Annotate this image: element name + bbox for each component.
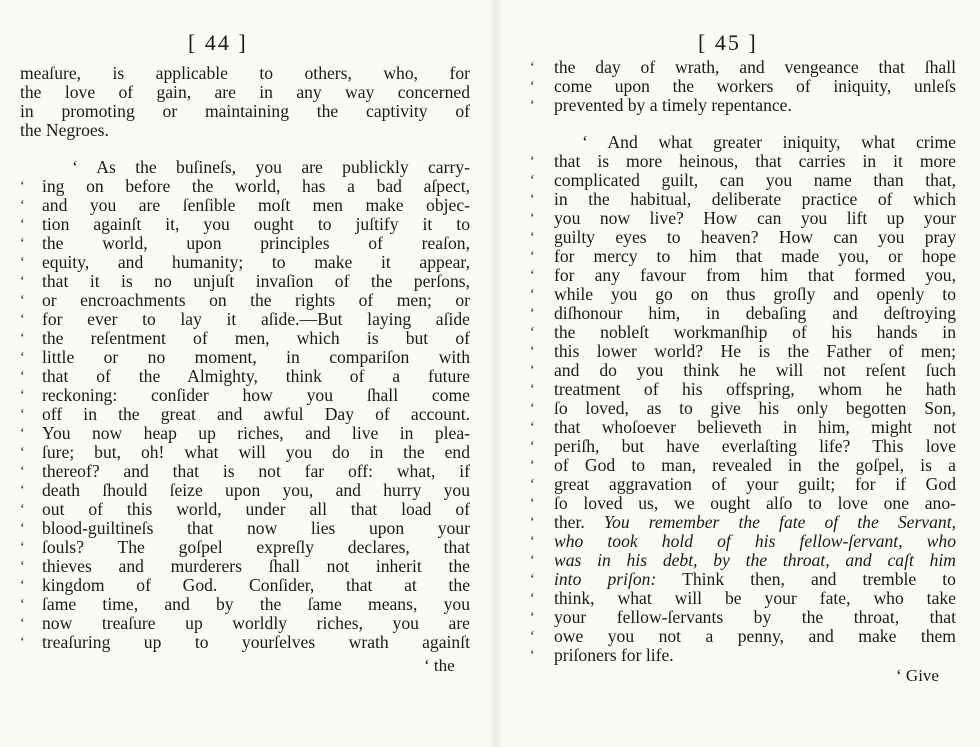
line-text bbox=[530, 361, 956, 380]
quotation-mark: ‘ bbox=[530, 439, 535, 454]
line-text bbox=[530, 342, 956, 361]
roman-text: death ſhould ſeize upon you, and hurry you bbox=[42, 480, 470, 500]
line-text bbox=[530, 323, 956, 342]
roman-text: the day of wrath, and vengeance that ſhall bbox=[554, 57, 956, 77]
text-line bbox=[530, 475, 956, 494]
text-line bbox=[20, 519, 470, 538]
line-text bbox=[530, 475, 956, 494]
book-gutter bbox=[488, 0, 502, 747]
quotation-mark: ‘ bbox=[20, 540, 25, 555]
text-line bbox=[20, 367, 470, 386]
roman-text: the Negroes. bbox=[20, 120, 109, 140]
text-line bbox=[530, 551, 956, 570]
roman-text: the nobleſt workmanſhip of his hands in bbox=[554, 322, 956, 342]
text-line bbox=[20, 64, 470, 83]
roman-text: thieves and murderers ſhall not inherit the bbox=[42, 556, 470, 576]
line-text bbox=[20, 519, 470, 538]
page-number: [ 44 ] bbox=[188, 30, 248, 55]
text-line bbox=[20, 405, 470, 424]
roman-text: that whoſoever believeth in him, might not bbox=[554, 417, 956, 437]
roman-text: ‘ And what greater iniquity, what crime bbox=[582, 132, 956, 152]
line-text bbox=[20, 272, 470, 291]
text-line bbox=[530, 494, 956, 513]
roman-text: the reſentment of men, which is but of bbox=[42, 328, 470, 348]
line-text bbox=[530, 608, 956, 627]
line-text bbox=[530, 209, 956, 228]
roman-text: prevented by a timely repentance. bbox=[554, 95, 792, 115]
line-text bbox=[530, 190, 956, 209]
line-text bbox=[20, 405, 470, 424]
line-text bbox=[530, 304, 956, 323]
text-line bbox=[530, 380, 956, 399]
roman-text: ſouls? The goſpel expreſly declares, that bbox=[42, 537, 470, 557]
text-line bbox=[20, 310, 470, 329]
roman-text: priſoners for life. bbox=[554, 645, 674, 665]
text-line bbox=[530, 361, 956, 380]
quotation-mark: ‘ bbox=[530, 477, 535, 492]
quotation-mark: ‘ bbox=[20, 426, 25, 441]
text-line bbox=[530, 152, 956, 171]
line-text bbox=[20, 538, 470, 557]
text-line bbox=[530, 304, 956, 323]
roman-text: Think then, and tremble to bbox=[682, 569, 956, 589]
line-text bbox=[20, 443, 470, 462]
catchword: ‘ the bbox=[424, 656, 455, 675]
quotation-mark: ‘ bbox=[530, 325, 535, 340]
text-line bbox=[20, 386, 470, 405]
text-line bbox=[530, 608, 956, 627]
quotation-mark: ‘ bbox=[20, 312, 25, 327]
text-line bbox=[530, 58, 956, 77]
line-text bbox=[530, 133, 956, 152]
roman-text: ſame time, and by the ſame means, you bbox=[42, 594, 470, 614]
quotation-mark: ‘ bbox=[20, 274, 25, 289]
quotation-mark: ‘ bbox=[20, 293, 25, 308]
roman-text: reckoning: conſider how you ſhall come bbox=[42, 385, 470, 405]
line-text bbox=[530, 77, 956, 96]
text-block bbox=[20, 64, 470, 652]
text-line bbox=[530, 266, 956, 285]
quotation-mark: ‘ bbox=[20, 464, 25, 479]
catchword: ‘ Give bbox=[896, 666, 939, 685]
line-text bbox=[530, 152, 956, 171]
quotation-mark: ‘ bbox=[530, 648, 535, 663]
roman-text: of God to man, revealed in the goſpel, is a bbox=[554, 455, 956, 475]
quotation-mark: ‘ bbox=[530, 610, 535, 625]
quotation-mark: ‘ bbox=[530, 344, 535, 359]
quotation-mark: ‘ bbox=[530, 496, 535, 511]
text-line bbox=[20, 633, 470, 652]
quotation-mark: ‘ bbox=[20, 597, 25, 612]
quotation-mark: ‘ bbox=[530, 458, 535, 473]
quotation-mark: ‘ bbox=[20, 559, 25, 574]
roman-text: guilty eyes to heaven? How can you pray bbox=[554, 227, 956, 247]
roman-text: for any favour from him that formed you, bbox=[554, 265, 956, 285]
line-text bbox=[20, 633, 470, 652]
quotation-mark: ‘ bbox=[20, 635, 25, 650]
quotation-mark: ‘ bbox=[20, 483, 25, 498]
line-text bbox=[20, 500, 470, 519]
italic-text: who took hold of his fellow-ſervant, who bbox=[554, 531, 956, 551]
line-text bbox=[20, 196, 470, 215]
paragraph-gap bbox=[20, 140, 470, 158]
roman-text: periſh, but have everlaſting life? This love bbox=[554, 436, 956, 456]
text-line bbox=[20, 215, 470, 234]
text-line bbox=[20, 443, 470, 462]
line-text bbox=[20, 310, 470, 329]
roman-text: your fellow-ſervants by the throat, that bbox=[554, 607, 956, 627]
line-text bbox=[20, 348, 470, 367]
line-text bbox=[20, 576, 470, 595]
line-text bbox=[20, 215, 470, 234]
roman-text: ‘ As the buſineſs, you are publickly carry- bbox=[72, 157, 470, 177]
text-line bbox=[530, 570, 956, 589]
roman-text: treatment of his offspring, whom he hath bbox=[554, 379, 956, 399]
line-text bbox=[20, 481, 470, 500]
line-text bbox=[530, 171, 956, 190]
text-line bbox=[20, 424, 470, 443]
text-line bbox=[530, 437, 956, 456]
quotation-mark: ‘ bbox=[20, 217, 25, 232]
text-line bbox=[530, 589, 956, 608]
text-line bbox=[530, 646, 956, 665]
right-page bbox=[530, 0, 956, 747]
quotation-mark: ‘ bbox=[530, 211, 535, 226]
quotation-mark: ‘ bbox=[530, 534, 535, 549]
text-line bbox=[20, 576, 470, 595]
quotation-mark: ‘ bbox=[530, 98, 535, 113]
quotation-mark: ‘ bbox=[530, 629, 535, 644]
roman-text: while you go on thus groſly and openly to bbox=[554, 284, 956, 304]
roman-text: that it is no unjuſt invaſion of the perſons, bbox=[42, 271, 470, 291]
text-line bbox=[530, 456, 956, 475]
roman-text: out of this world, under all that load of bbox=[42, 499, 470, 519]
line-text bbox=[20, 177, 470, 196]
text-line bbox=[20, 158, 470, 177]
text-line bbox=[530, 532, 956, 551]
quotation-mark: ‘ bbox=[530, 287, 535, 302]
quotation-mark: ‘ bbox=[20, 578, 25, 593]
quotation-mark: ‘ bbox=[20, 445, 25, 460]
text-line bbox=[530, 342, 956, 361]
text-line bbox=[20, 557, 470, 576]
line-text bbox=[20, 158, 470, 177]
roman-text: in promoting or maintaining the captivity of bbox=[20, 101, 470, 121]
line-text bbox=[20, 614, 470, 633]
roman-text: the world, upon principles of reaſon, bbox=[42, 233, 470, 253]
line-text bbox=[530, 646, 956, 665]
line-text bbox=[20, 121, 470, 140]
roman-text: owe you not a penny, and make them bbox=[554, 626, 956, 646]
quotation-mark: ‘ bbox=[530, 192, 535, 207]
roman-text: great aggravation of your guilt; for if God bbox=[554, 474, 956, 494]
line-text bbox=[530, 437, 956, 456]
line-text bbox=[20, 64, 470, 83]
line-text bbox=[530, 266, 956, 285]
roman-text: now treaſure up worldly riches, you are bbox=[42, 613, 470, 633]
quotation-mark: ‘ bbox=[20, 502, 25, 517]
roman-text: you now live? How can you lift up your bbox=[554, 208, 956, 228]
quotation-mark: ‘ bbox=[530, 382, 535, 397]
text-line bbox=[20, 253, 470, 272]
text-line bbox=[20, 329, 470, 348]
roman-text: little or no moment, in compariſon with bbox=[42, 347, 470, 367]
text-line bbox=[20, 538, 470, 557]
quotation-mark: ‘ bbox=[20, 407, 25, 422]
line-text bbox=[20, 424, 470, 443]
line-text bbox=[530, 228, 956, 247]
quotation-mark: ‘ bbox=[20, 388, 25, 403]
roman-text: come upon the workers of iniquity, unleſs bbox=[554, 76, 956, 96]
roman-text: for mercy to him that made you, or hope bbox=[554, 246, 956, 266]
line-text bbox=[530, 513, 956, 532]
roman-text: meaſure, is applicable to others, who, for bbox=[20, 63, 470, 83]
text-line bbox=[20, 595, 470, 614]
quotation-mark: ‘ bbox=[530, 249, 535, 264]
text-line bbox=[20, 177, 470, 196]
quotation-mark: ‘ bbox=[530, 401, 535, 416]
roman-text: or encroachments on the rights of men; or bbox=[42, 290, 470, 310]
quotation-mark: ‘ bbox=[20, 236, 25, 251]
text-line bbox=[20, 291, 470, 310]
roman-text: thereof? and that is not far off: what, if bbox=[42, 461, 470, 481]
text-line bbox=[530, 627, 956, 646]
line-text bbox=[530, 418, 956, 437]
line-text bbox=[530, 570, 956, 589]
quotation-mark: ‘ bbox=[20, 179, 25, 194]
italic-text: was in his debt, by the throat, and caſt him bbox=[554, 550, 956, 570]
line-text bbox=[20, 291, 470, 310]
quotation-mark: ‘ bbox=[20, 350, 25, 365]
line-text bbox=[20, 462, 470, 481]
line-text bbox=[530, 589, 956, 608]
roman-text: treaſuring up to yourſelves wrath againſt bbox=[42, 632, 470, 652]
line-text bbox=[530, 456, 956, 475]
roman-text: equity, and humanity; to make it appear, bbox=[42, 252, 470, 272]
roman-text: the love of gain, are in any way concerned bbox=[20, 82, 470, 102]
line-text bbox=[530, 285, 956, 304]
text-line bbox=[20, 272, 470, 291]
line-text bbox=[530, 247, 956, 266]
roman-text: ſo loved, as to give his only begotten Son, bbox=[554, 398, 956, 418]
line-text bbox=[20, 386, 470, 405]
italic-text: into priſon: bbox=[554, 569, 657, 589]
line-text bbox=[20, 253, 470, 272]
text-line bbox=[530, 323, 956, 342]
roman-text: kingdom of God. Conſider, that at the bbox=[42, 575, 470, 595]
italic-text: You remember the fate of the Servant, bbox=[603, 512, 956, 532]
text-line bbox=[20, 348, 470, 367]
quotation-mark: ‘ bbox=[530, 173, 535, 188]
roman-text: diſhonour him, in debaſing and deſtroying bbox=[554, 303, 956, 323]
line-text bbox=[20, 234, 470, 253]
text-line bbox=[20, 102, 470, 121]
quotation-mark: ‘ bbox=[530, 591, 535, 606]
quotation-mark: ‘ bbox=[530, 420, 535, 435]
text-line bbox=[20, 196, 470, 215]
text-line bbox=[530, 399, 956, 418]
text-line bbox=[20, 83, 470, 102]
line-text bbox=[20, 102, 470, 121]
text-line bbox=[530, 228, 956, 247]
left-page bbox=[20, 0, 470, 747]
quotation-mark: ‘ bbox=[530, 572, 535, 587]
line-text bbox=[20, 329, 470, 348]
roman-text: ing on before the world, has a bad aſpect, bbox=[42, 176, 470, 196]
roman-text: ſo loved us, we ought alſo to love one ano- bbox=[554, 493, 956, 513]
roman-text: blood-guiltineſs that now lies upon your bbox=[42, 518, 470, 538]
text-line bbox=[530, 133, 956, 152]
roman-text: ſure; but, oh! what will you do in the end bbox=[42, 442, 470, 462]
quotation-mark: ‘ bbox=[20, 331, 25, 346]
text-line bbox=[530, 190, 956, 209]
quotation-mark: ‘ bbox=[530, 553, 535, 568]
line-text bbox=[20, 83, 470, 102]
roman-text: for ever to lay it aſide.—But laying aſide bbox=[42, 309, 470, 329]
quotation-mark: ‘ bbox=[20, 255, 25, 270]
roman-text: complicated guilt, can you name than that, bbox=[554, 170, 956, 190]
quotation-mark: ‘ bbox=[530, 515, 535, 530]
line-text bbox=[20, 367, 470, 386]
text-line bbox=[20, 614, 470, 633]
text-line bbox=[530, 77, 956, 96]
line-text bbox=[530, 551, 956, 570]
roman-text: that of the Almighty, think of a future bbox=[42, 366, 470, 386]
roman-text: in the habitual, deliberate practice of which bbox=[554, 189, 956, 209]
roman-text: You now heap up riches, and live in plea- bbox=[42, 423, 470, 443]
line-text bbox=[530, 494, 956, 513]
line-text bbox=[20, 557, 470, 576]
quotation-mark: ‘ bbox=[530, 230, 535, 245]
line-text bbox=[530, 96, 956, 115]
roman-text: think, what will be your fate, who take bbox=[554, 588, 956, 608]
text-line bbox=[530, 96, 956, 115]
text-line bbox=[20, 500, 470, 519]
text-line bbox=[530, 285, 956, 304]
quotation-mark: ‘ bbox=[530, 306, 535, 321]
line-text bbox=[530, 627, 956, 646]
roman-text: off in the great and awful Day of account. bbox=[42, 404, 470, 424]
paragraph-gap bbox=[530, 115, 956, 133]
quotation-mark: ‘ bbox=[530, 60, 535, 75]
quotation-mark: ‘ bbox=[530, 268, 535, 283]
quotation-mark: ‘ bbox=[20, 521, 25, 536]
text-line bbox=[20, 234, 470, 253]
roman-text: tion againſt it, you ought to juſtify it to bbox=[42, 214, 470, 234]
line-text bbox=[530, 399, 956, 418]
text-line bbox=[530, 418, 956, 437]
roman-text: and you are ſenſible moſt men make objec- bbox=[42, 195, 470, 215]
text-line bbox=[20, 481, 470, 500]
line-text bbox=[530, 58, 956, 77]
roman-text: ther. bbox=[554, 512, 585, 532]
text-block bbox=[530, 58, 956, 665]
text-line bbox=[530, 209, 956, 228]
roman-text: that is more heinous, that carries in it more bbox=[554, 151, 956, 171]
line-text bbox=[20, 595, 470, 614]
text-line bbox=[20, 462, 470, 481]
roman-text: and do you think he will not reſent ſuch bbox=[554, 360, 956, 380]
quotation-mark: ‘ bbox=[530, 79, 535, 94]
line-text bbox=[530, 380, 956, 399]
page-number: [ 45 ] bbox=[698, 30, 758, 55]
text-line bbox=[530, 171, 956, 190]
text-line bbox=[20, 121, 470, 140]
text-line bbox=[530, 247, 956, 266]
line-text bbox=[530, 532, 956, 551]
quotation-mark: ‘ bbox=[530, 363, 535, 378]
quotation-mark: ‘ bbox=[20, 616, 25, 631]
roman-text: this lower world? He is the Father of men; bbox=[554, 341, 956, 361]
quotation-mark: ‘ bbox=[20, 369, 25, 384]
quotation-mark: ‘ bbox=[20, 198, 25, 213]
quotation-mark: ‘ bbox=[530, 154, 535, 169]
text-line bbox=[530, 513, 956, 532]
